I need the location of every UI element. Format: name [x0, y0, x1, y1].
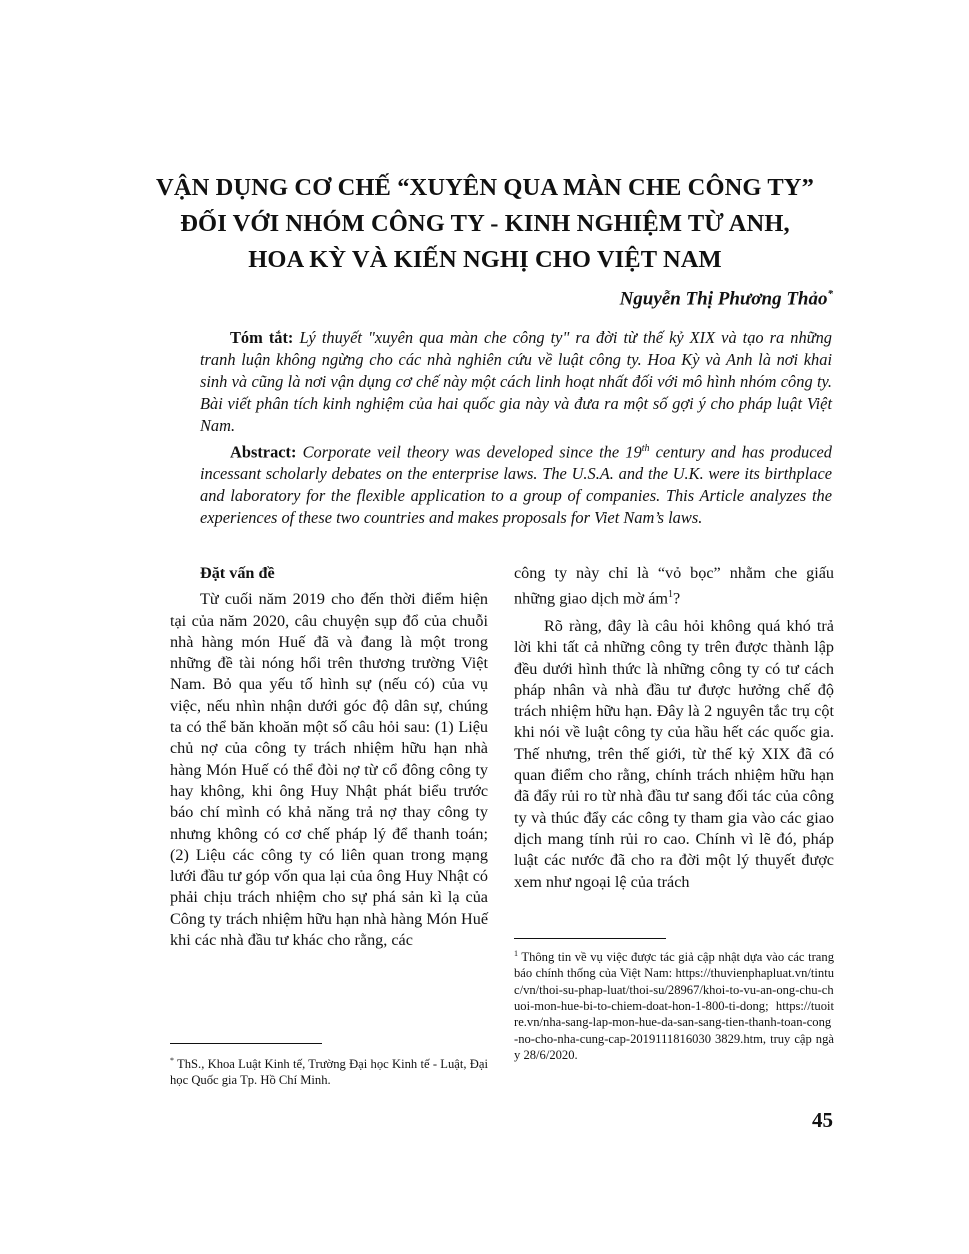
body-column-left — [170, 563, 488, 951]
body-paragraph-2: Rõ ràng, đây là câu hỏi không quá khó trả lời khi tất cả những công ty trên được thành lập đều dưới hình thức là những công ty có tư cách pháp nhân và nhà đầu tư được hưởng chế độ trách nhiệm hữu hạn. Đây là 2 nguyên tắc trụ cột khi nói về luật công ty của hầu hết các quốc gia. Thế nhưng, trên thế giới, từ thế kỷ XIX đã có quan điểm cho rằng, chính trách nhiệm hữu hạn đã đẩy rủi ro từ nhà đầu tư sang đối tác của công ty và thúc đẩy các công ty tham gia vào các giao dịch mang tính rủi ro cao. Chính vì lẽ đó, pháp luật các nước đã cho ra đời một lý thuyết được xem như ngoại lệ của trách — [514, 616, 834, 891]
page-number: 45 — [812, 1108, 833, 1132]
footnote-author-mark: * — [170, 1056, 174, 1065]
body-column-right — [514, 563, 834, 893]
continuation-text: công ty này chỉ là “vỏ bọc” nhằm che giấu những giao dịch mờ ám — [514, 564, 834, 608]
article-title — [130, 170, 840, 278]
footnote-author — [170, 1053, 488, 1089]
footnote-divider-left — [170, 1043, 322, 1044]
abstract-vi-text: Lý thuyết "xuyên qua màn che công ty" ra đời từ thế kỷ XIX và tạo ra những tranh luận không ngừng cho các nhà nghiên cứu về luật công ty. Hoa Kỳ và Anh là nơi khai sinh và cũng là nơi vận dụng cơ chế này một cách linh hoạt nhất đối với mô hình nhóm công ty. Bài viết phân tích kinh nghiệm của hai quốc gia này và đưa ra một số gợi ý cho pháp luật Việt Nam. — [200, 328, 832, 435]
title-line-1: VẬN DỤNG CƠ CHẾ “XUYÊN QUA MÀN CHE CÔNG TY” — [156, 174, 814, 201]
footnote-1-text: Thông tin về vụ việc được tác giả cập nhật dựa vào các trang báo chính thống của Việt Nam: https://thuvienphapluat.vn/tintuc/vn/thoi-su-phap-luat/thoi-su/28967/khoi-to-vu-an-ong-chu-chuoi-mon-hue-bi-to-chiem-doat-hon-1-800-ti-dong; https://tuoitre.vn/nha-sang-lap-mon-hue-da-san-sang-tien-thanh-toan-cong-no-cho-nha-cung-cap-2019111816030 3829.htm, truy cập ngày 28/6/2020. — [514, 950, 834, 1062]
abstract-vi-label: Tóm tắt: — [230, 328, 294, 347]
title-line-3: HOA KỲ VÀ KIẾN NGHỊ CHO VIỆT NAM — [248, 246, 722, 273]
footnote-ref-1: 1 — [668, 589, 674, 601]
abstract-vietnamese — [200, 327, 832, 437]
abstract-en-text-2: century and has produced incessant scholarly debates on the enterprise laws. The U.S.A. and the U.K. were its birthplace and laboratory for the flexible application to a group of companies. This Article analyzes the experiences of these two countries and makes proposals for Viet Nam’s laws. — [200, 442, 832, 528]
section-heading: Đặt vấn đề — [200, 564, 275, 582]
body-paragraph-continuation — [514, 563, 834, 610]
abstract-en-label: Abstract: — [230, 442, 297, 462]
footnote-1-mark: 1 — [514, 949, 518, 958]
author-text: Nguyễn Thị Phương Thảo — [619, 288, 828, 310]
continuation-end: ? — [673, 589, 681, 608]
author-footnote-mark: * — [827, 288, 833, 300]
author-name — [620, 288, 833, 310]
footnote-divider-right — [514, 938, 666, 939]
abstract-en-text-1: Corporate veil theory was developed since the 19 — [302, 442, 642, 462]
abstract-english — [200, 438, 832, 529]
abstract-en-superscript: th — [641, 443, 650, 454]
footnote-author-text: ThS., Khoa Luật Kinh tế, Trường Đại học Kinh tế - Luật, Đại học Quốc gia Tp. Hồ Chí Minh. — [170, 1057, 488, 1088]
footnote-1 — [514, 946, 834, 1063]
title-line-2: ĐỐI VỚI NHÓM CÔNG TY - KINH NGHIỆM TỪ ANH, — [180, 210, 790, 237]
body-paragraph-1: Từ cuối năm 2019 cho đến thời điểm hiện tại của năm 2020, câu chuyện sụp đổ của chuỗi nhà hàng món Huế đã và đang là một trong những đề tài nóng hổi trên thương trường Việt Nam. Bỏ qua yếu tố hình sự (nếu có) của vụ việc, nếu nhìn nhận dưới góc độ dân sự, chúng ta có thể băn khoăn một số câu hỏi sau: (1) Liệu chủ nợ của công ty trách nhiệm hữu hạn nhà hàng Món Huế có thể đòi nợ từ cổ đông công ty hay không, khi ông Huy Nhật phát biểu trước báo chí mình có khả năng trả nợ thay công ty nhưng không có cơ chế pháp lý để thanh toán; (2) Liệu các công ty có liên quan trong mạng lưới đầu tư góp vốn qua lại của ông Huy Nhật có phải chịu trách nhiệm cho sự phá sản kì lạ của Công ty trách nhiệm hữu hạn nhà hàng Món Huế khi các nhà đầu tư khác cho rằng, các — [170, 590, 488, 950]
